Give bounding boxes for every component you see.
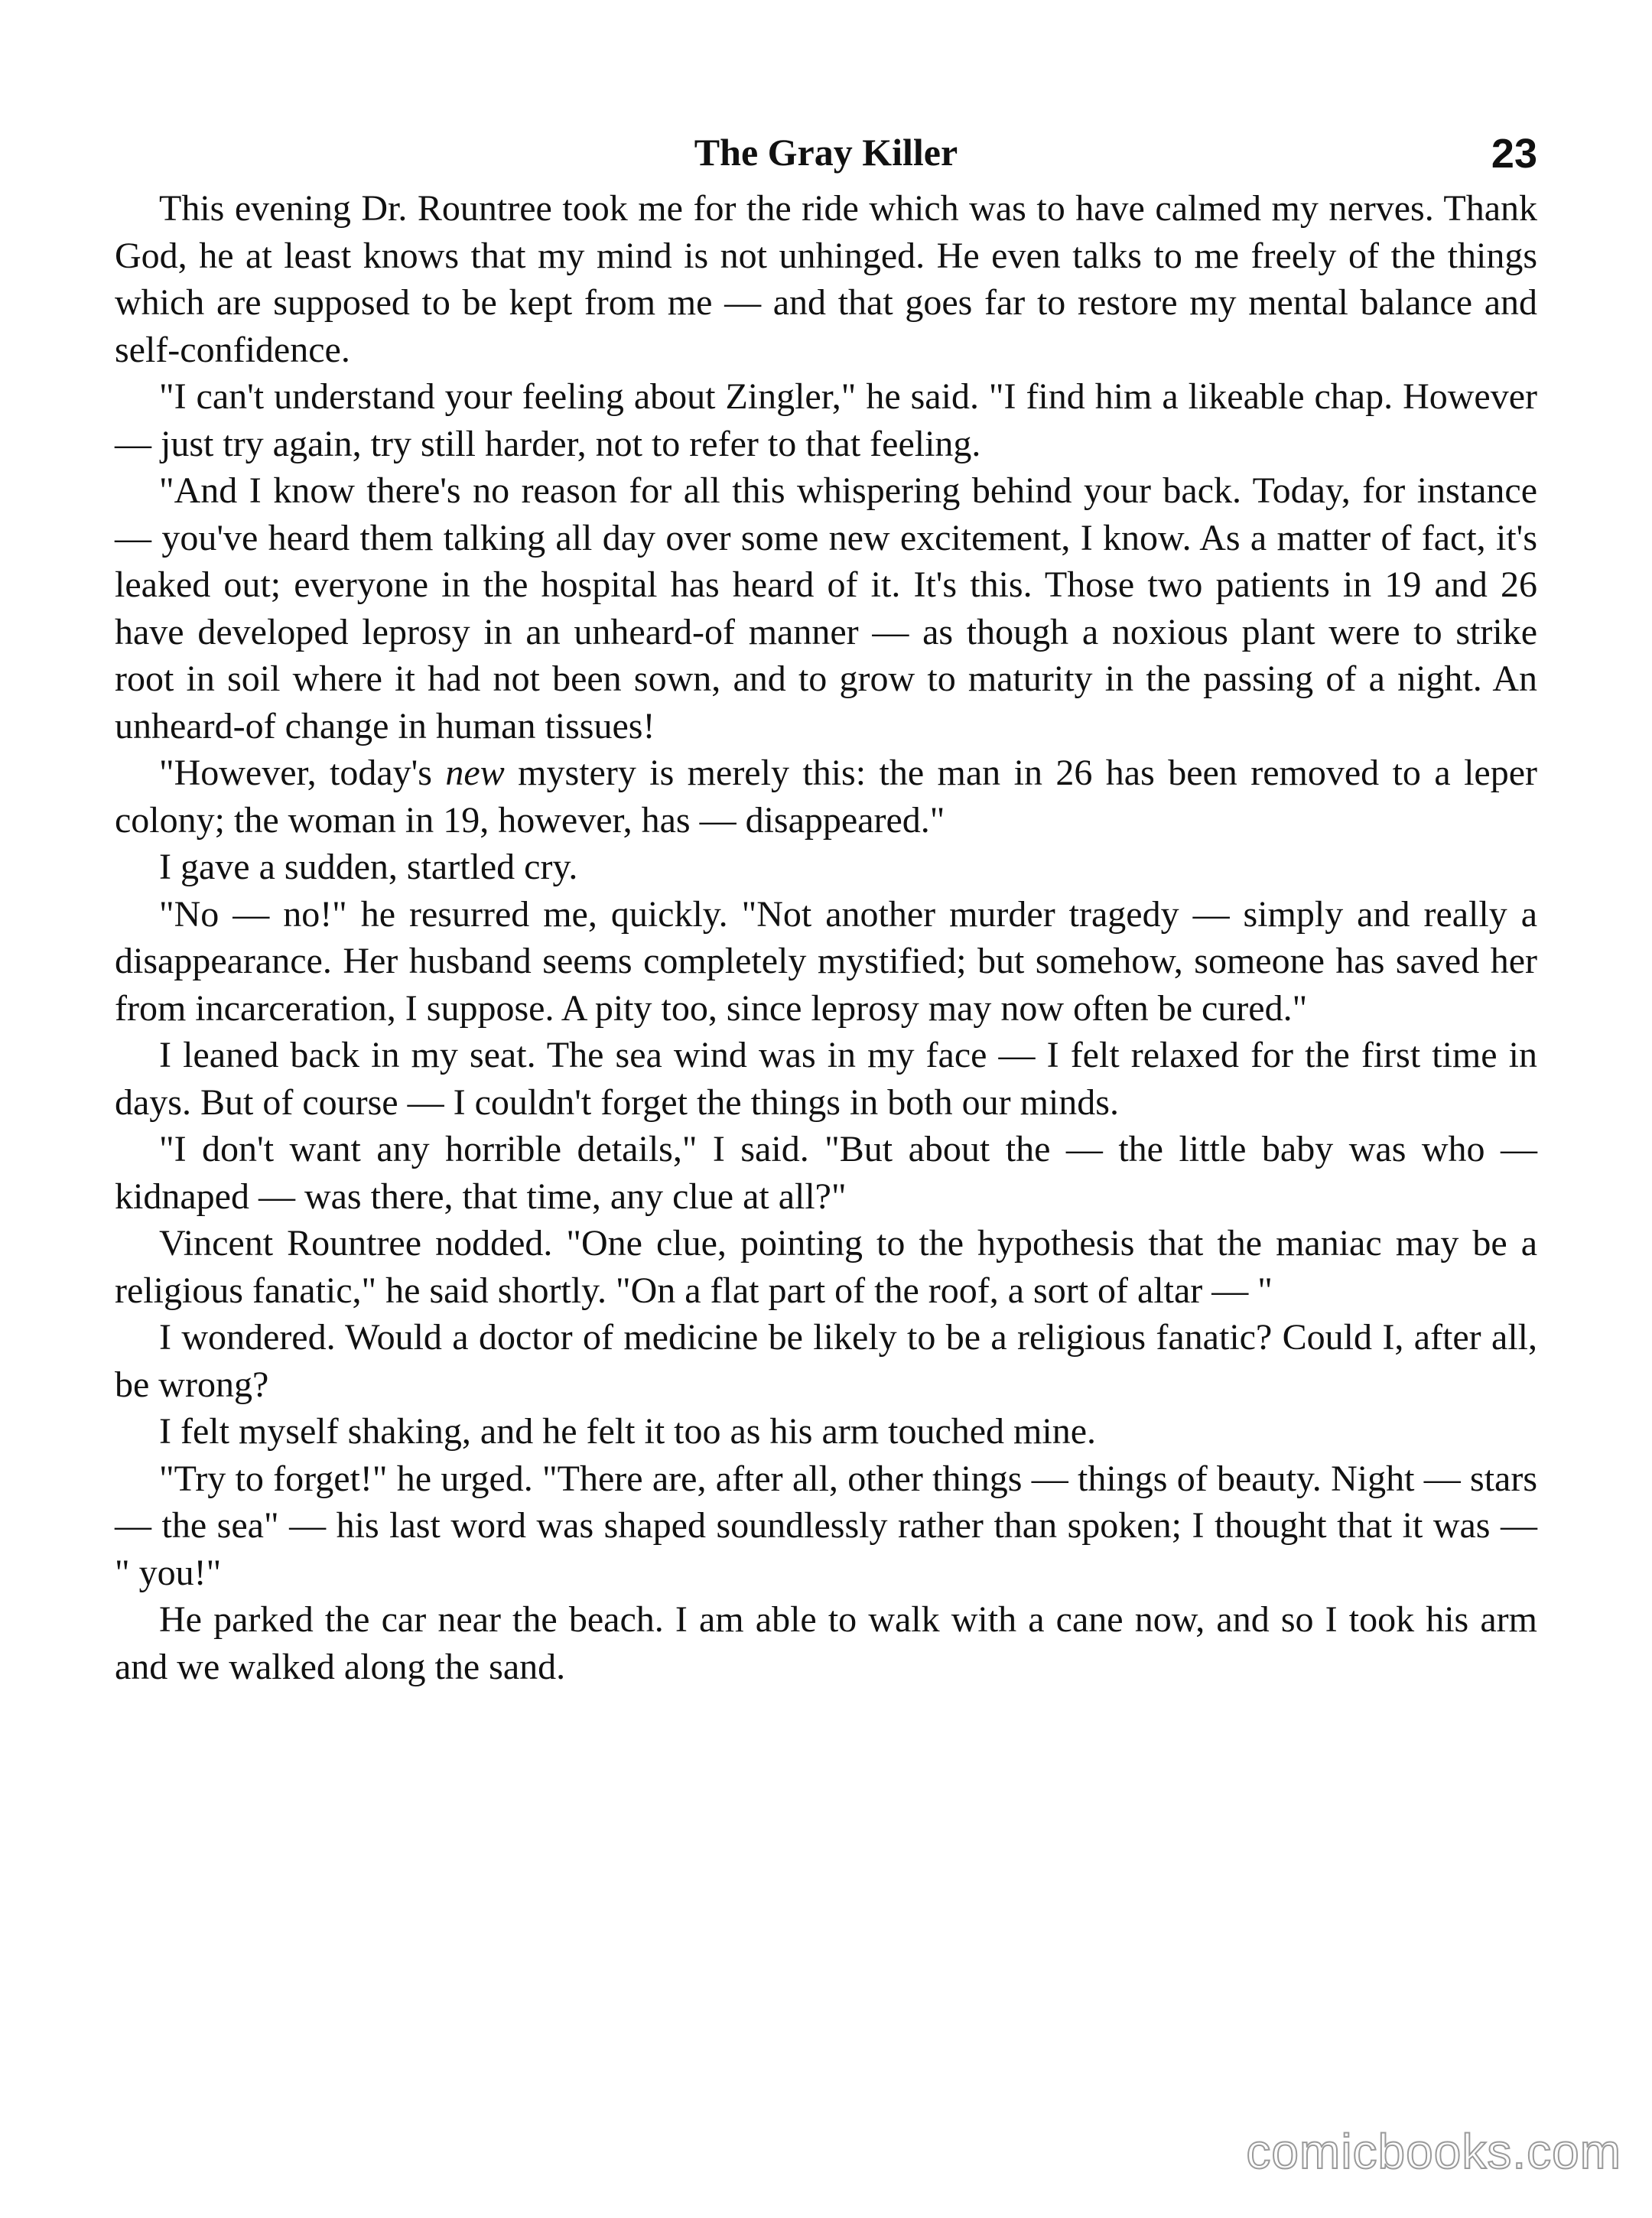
paragraph-12: "Try to forget!" he urged. "There are, after all, other things — things of beauty. Night — stars — the sea" — his last word was shaped soundlessly rather than spoken; I thought that it was — " you!"	[115, 1458, 1537, 1593]
paragraph-13: He parked the car near the beach. I am able to walk with a cane now, and so I took his arm and we walked along the sand.	[115, 1599, 1537, 1687]
paragraph-6: "No — no!" he resurred me, quickly. "Not another murder tragedy — simply and really a disappearance. Her husband seems completely mystified; but somehow, someone has saved her from incarceration, I suppose. A pity too, since leprosy may now often be cured."	[115, 893, 1537, 1029]
paragraph-9: Vincent Rountree nodded. "One clue, pointing to the hypothesis that the maniac may be a religious fanatic," he said shortly. "On a flat part of the roof, a sort of altar — "	[115, 1223, 1537, 1311]
page-number: 23	[1491, 131, 1537, 177]
paragraph-11: I felt myself shaking, and he felt it too as his arm touched mine.	[159, 1411, 1097, 1452]
paragraph-10: I wondered. Would a doctor of medicine be likely to be a religious fanatic? Could I, after all, be wrong?	[115, 1317, 1537, 1405]
book-page	[115, 115, 1537, 2142]
body-text	[115, 185, 1537, 1690]
running-title: The Gray Killer	[694, 131, 958, 174]
paragraph-4-start: "However, today's	[159, 753, 446, 793]
paragraph-7: I leaned back in my seat. The sea wind was in my face — I felt relaxed for the first time in days. But of course — I couldn't forget the things in both our minds.	[115, 1035, 1537, 1123]
paragraph-5: I gave a sudden, startled cry.	[159, 847, 578, 887]
paragraph-4-emphasis: new	[445, 753, 505, 793]
paragraph-4	[115, 750, 1537, 844]
paragraph-2: "I can't understand your feeling about Zingler," he said. "I find him a likeable chap. However — just try again, try still harder, not to refer to that feeling.	[115, 376, 1537, 464]
page-header	[115, 115, 1537, 184]
watermark-logo: comicbooks.com	[1246, 2124, 1621, 2179]
paragraph-1: This evening Dr. Rountree took me for the ride which was to have calmed my nerves. Thank God, he at least knows that my mind is not unhinged. He even talks to me freely of the things which are supposed to be kept from me — and that goes far to restore my mental balance and self-confidence.	[115, 188, 1537, 370]
paragraph-3: "And I know there's no reason for all this whispering behind your back. Today, for instance — you've heard them talking all day over some new excitement, I know. As a matter of fact, it's leaked out; everyone in the hospital has heard of it. It's this. Those two patients in 19 and 26 have developed leprosy in an unheard-of manner — as though a noxious plant were to strike root in soil where it had not been sown, and to grow to maturity in the passing of a night. An unheard-of change in human tissues!	[115, 470, 1537, 746]
paragraph-4-end: mystery is merely this: the man in 26 has been removed to a leper colony; the woman in 19, however, has — disappeared."	[115, 753, 1538, 841]
paragraph-8: "I don't want any horrible details," I said. "But about the — the little baby was who — kidnaped — was there, that time, any clue at all?"	[115, 1129, 1537, 1217]
